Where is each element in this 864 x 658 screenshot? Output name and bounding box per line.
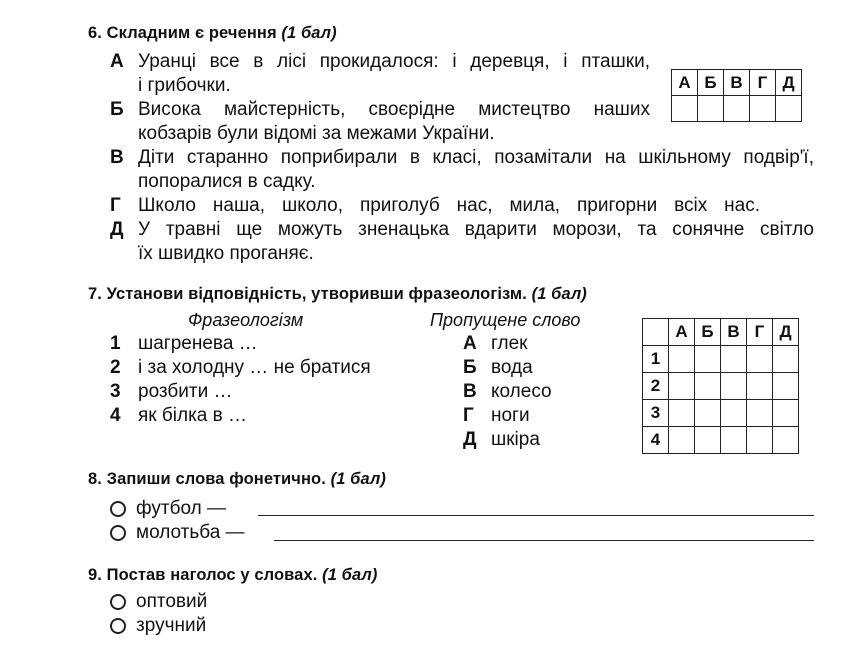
q6-title-text: 6. Складним є речення: [88, 24, 277, 42]
word-text: колесо: [491, 381, 552, 402]
phrase-item: [110, 332, 371, 356]
q7-col2-header: Пропущене слово: [430, 310, 581, 330]
option-text: попоралися в садку.: [138, 171, 316, 192]
q8-item-1: [110, 497, 226, 521]
phrase-num: 1: [110, 333, 121, 354]
option-text: Висока майстерність, своєрідне мистецтво наших: [138, 99, 650, 120]
phrase-num: 3: [110, 381, 121, 402]
grid-row-label: 4: [643, 427, 669, 454]
q9-item-2: [110, 614, 206, 638]
word-item: [463, 332, 552, 356]
grid-cell[interactable]: [695, 400, 721, 427]
option-letter: Г: [110, 195, 121, 216]
phrase-num: 4: [110, 405, 121, 426]
q9-word: зручний: [136, 615, 207, 636]
phrase-text: розбити …: [138, 381, 233, 402]
phrase-text: шагренева …: [138, 333, 258, 354]
word-item: [463, 380, 552, 404]
answer-line[interactable]: [274, 540, 814, 541]
q9-word: оптовий: [136, 591, 208, 612]
q6-option-b: [110, 98, 650, 146]
phrase-item: [110, 356, 371, 380]
grid-header: Г: [750, 70, 776, 96]
q8-points: (1 бал): [330, 470, 386, 488]
grid-header: В: [721, 319, 747, 346]
grid-cell[interactable]: [776, 96, 802, 122]
phrase-item: [110, 404, 371, 428]
word-text: шкіра: [491, 429, 540, 450]
q7-phrase-list: [110, 332, 371, 428]
radio-circle-icon[interactable]: [110, 618, 126, 634]
q6-option-g: [110, 194, 760, 218]
grid-header: В: [724, 70, 750, 96]
option-text: Школо наша, школо, приголуб нас, мила, пригорни всіх нас.: [138, 195, 760, 216]
grid-cell[interactable]: [773, 400, 799, 427]
radio-circle-icon[interactable]: [110, 501, 126, 517]
grid-cell[interactable]: [721, 373, 747, 400]
q6-option-d: [110, 218, 814, 266]
q6-option-v: [110, 146, 814, 194]
word-letter: Г: [463, 405, 474, 426]
q9-title: [88, 566, 377, 585]
word-item: [463, 404, 552, 428]
q9-title-text: 9. Постав наголос у словах.: [88, 566, 318, 584]
q8-title-text: 8. Запиши слова фонетично.: [88, 470, 326, 488]
word-item: [463, 356, 552, 380]
grid-cell[interactable]: [672, 96, 698, 122]
grid-cell[interactable]: [773, 427, 799, 454]
option-text: кобзарів були відомі за межами України.: [138, 123, 495, 144]
word-letter: Б: [463, 357, 477, 378]
word-letter: В: [463, 381, 477, 402]
grid-cell[interactable]: [669, 427, 695, 454]
word-letter: Д: [463, 429, 477, 450]
grid-cell[interactable]: [669, 400, 695, 427]
grid-cell[interactable]: [695, 427, 721, 454]
grid-header: А: [669, 319, 695, 346]
radio-circle-icon[interactable]: [110, 594, 126, 610]
option-letter: В: [110, 147, 124, 168]
q7-title: [88, 285, 587, 304]
grid-cell[interactable]: [669, 346, 695, 373]
grid-header: Г: [747, 319, 773, 346]
grid-header: Б: [695, 319, 721, 346]
phrase-text: і за холодну … не братися: [138, 357, 371, 378]
word-item: [463, 428, 552, 452]
q7-title-text: 7. Установи відповідність, утворивши фразеологізм.: [88, 285, 527, 303]
option-text: і грибочки.: [138, 75, 231, 96]
word-text: глек: [491, 333, 528, 354]
grid-corner: [643, 319, 669, 346]
grid-cell[interactable]: [721, 427, 747, 454]
phrase-item: [110, 380, 371, 404]
answer-line[interactable]: [258, 515, 814, 516]
grid-cell[interactable]: [747, 373, 773, 400]
grid-cell[interactable]: [721, 400, 747, 427]
phrase-num: 2: [110, 357, 121, 378]
q7-answer-grid: [642, 318, 799, 454]
grid-cell[interactable]: [773, 373, 799, 400]
q9-points: (1 бал): [322, 566, 378, 584]
grid-row-label: 1: [643, 346, 669, 373]
option-text: Уранці все в лісі прокидалося: і деревця, і пташки,: [138, 51, 650, 72]
grid-cell[interactable]: [750, 96, 776, 122]
grid-row-label: 2: [643, 373, 669, 400]
q8-word: молотьба —: [136, 522, 245, 543]
q7-word-list: [463, 332, 552, 452]
option-text: Діти старанно поприбирали в класі, позамітали на шкільному подвір'ї,: [138, 147, 814, 168]
grid-cell[interactable]: [669, 373, 695, 400]
grid-cell[interactable]: [747, 346, 773, 373]
radio-circle-icon[interactable]: [110, 525, 126, 541]
word-text: ноги: [491, 405, 530, 426]
word-letter: А: [463, 333, 477, 354]
grid-header: Д: [773, 319, 799, 346]
q8-word: футбол —: [136, 498, 227, 519]
grid-header: А: [672, 70, 698, 96]
grid-header: Б: [698, 70, 724, 96]
option-letter: А: [110, 51, 124, 72]
q6-points: (1 бал): [281, 24, 337, 42]
grid-cell[interactable]: [695, 346, 721, 373]
q9-item-1: [110, 590, 207, 614]
option-text: У травні ще можуть зненацька вдарити морози, та сонячне світло: [138, 219, 814, 240]
grid-header: Д: [776, 70, 802, 96]
q8-item-2: [110, 521, 245, 545]
q6-answer-grid: [671, 69, 802, 122]
grid-row-label: 3: [643, 400, 669, 427]
grid-cell[interactable]: [698, 96, 724, 122]
word-text: вода: [491, 357, 533, 378]
grid-cell[interactable]: [724, 96, 750, 122]
grid-cell[interactable]: [695, 373, 721, 400]
q8-title: [88, 470, 386, 489]
q7-col1-header: Фразеологізм: [188, 310, 304, 330]
grid-cell[interactable]: [773, 346, 799, 373]
grid-cell[interactable]: [747, 400, 773, 427]
phrase-text: як білка в …: [138, 405, 248, 426]
q7-points: (1 бал): [531, 285, 587, 303]
option-text: їх швидко проганяє.: [138, 243, 314, 264]
q6-option-a: [110, 50, 650, 98]
option-letter: Б: [110, 99, 124, 120]
option-letter: Д: [110, 219, 124, 240]
grid-cell[interactable]: [747, 427, 773, 454]
q6-title: [88, 24, 337, 43]
grid-cell[interactable]: [721, 346, 747, 373]
